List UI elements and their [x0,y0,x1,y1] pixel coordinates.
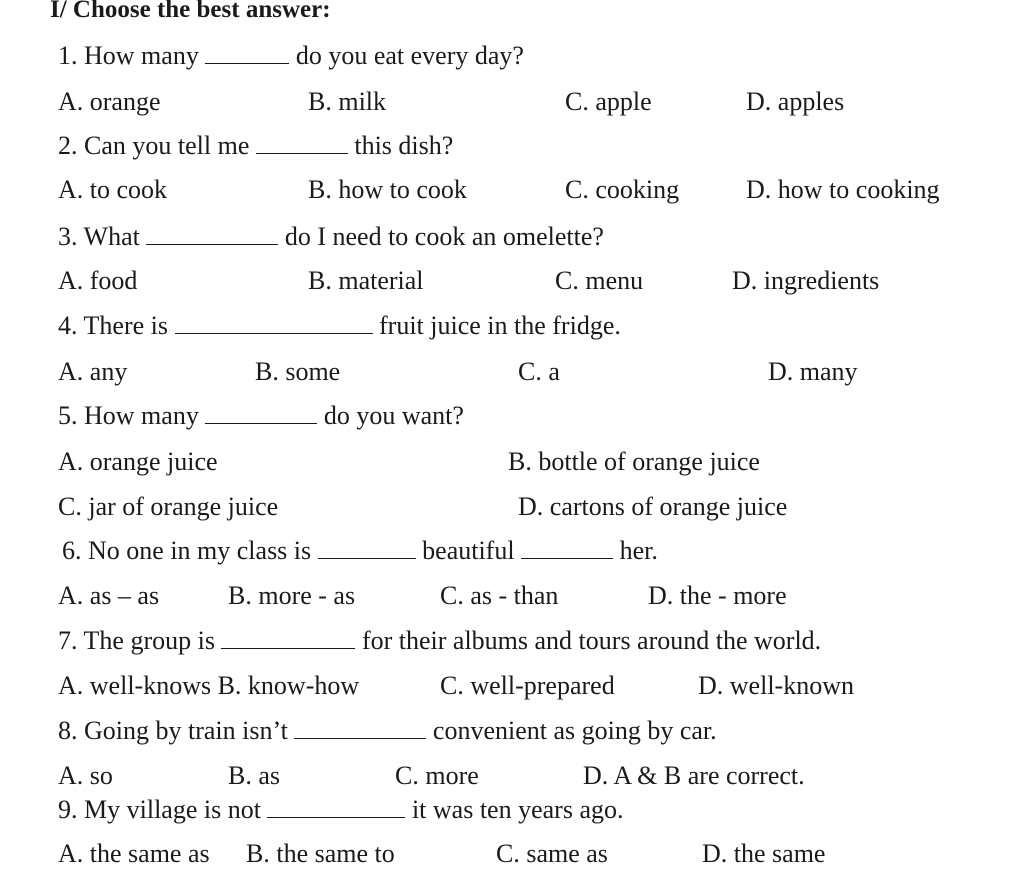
option-7-c: C. well-prepared [440,671,615,700]
option-8-b: B. as [228,761,280,790]
question-1-text-end: do you eat every day? [295,41,524,70]
question-5-text-end: do you want? [323,401,464,430]
option-4-d: D. many [768,357,858,386]
option-4-b: B. some [255,357,341,386]
answer-blank-9 [267,797,405,818]
option-5-a: A. orange juice [58,447,218,476]
option-7-d: D. well-known [698,671,854,700]
answer-blank-3 [146,224,278,245]
question-3-text-start: 3. What [58,222,140,251]
option-2-a: A. to cook [58,175,168,204]
question-1-text-start: 1. How many [58,41,199,70]
option-6-c: C. as - than [440,581,559,610]
option-9-b: B. the same to [246,839,395,868]
option-1-c: C. apple [565,87,652,116]
option-6-d: D. the - more [648,581,787,610]
option-7-a-b: A. well-knows B. know-how [58,671,360,700]
question-9-text-end: it was ten years ago. [411,795,624,824]
answer-blank-4 [175,313,373,334]
question-4-text-end: fruit juice in the fridge. [379,311,621,340]
question-3 [58,221,604,253]
option-5-d: D. cartons of orange juice [518,492,788,521]
option-3-d: D. ingredients [732,266,880,295]
answer-blank-5 [205,403,317,424]
option-2-d: D. how to cooking [746,175,940,204]
answer-blank-8 [294,718,426,739]
question-4-text-start: 4. There is [58,311,168,340]
answer-blank-6b [521,538,613,559]
question-6-text-start: 6. No one in my class is [62,536,312,565]
question-2 [58,130,453,162]
option-1-b: B. milk [308,87,387,116]
question-1 [58,40,524,72]
option-4-c: C. a [518,357,560,386]
option-9-d: D. the same [702,839,826,868]
question-6-text-middle: beautiful [422,536,515,565]
option-9-c: C. same as [496,839,608,868]
question-7-text-start: 7. The group is [58,626,215,655]
question-2-text-end: this dish? [354,131,454,160]
question-3-text-end: do I need to cook an omelette? [284,222,604,251]
option-3-b: B. material [308,266,424,295]
option-8-a: A. so [58,761,113,790]
option-6-a: A. as – as [58,581,160,610]
answer-blank-6a [318,538,416,559]
answer-blank-7 [221,628,355,649]
answer-blank-2 [256,133,348,154]
question-8-text-end: convenient as going by car. [432,716,717,745]
question-6 [62,535,658,567]
option-9-a: A. the same as [58,839,210,868]
option-4-a: A. any [58,357,128,386]
option-8-c: C. more [395,761,479,790]
answer-blank-1 [205,43,289,64]
question-7-text-end: for their albums and tours around the world. [361,626,822,655]
option-2-b: B. how to cook [308,175,467,204]
option-3-c: C. menu [555,266,644,295]
question-5 [58,400,464,432]
section-title: I/ Choose the best answer: [50,0,331,23]
question-7 [58,625,821,657]
question-2-text-start: 2. Can you tell me [58,131,250,160]
option-3-a: A. food [58,266,138,295]
question-6-text-end: her. [619,536,658,565]
question-9-text-start: 9. My village is not [58,795,261,824]
option-6-b: B. more - as [228,581,356,610]
option-1-d: D. apples [746,87,845,116]
question-5-text-start: 5. How many [58,401,199,430]
option-1-a: A. orange [58,87,161,116]
question-4 [58,310,621,342]
question-8-text-start: 8. Going by train isn’t [58,716,288,745]
question-8 [58,715,717,747]
option-5-c: C. jar of orange juice [58,492,279,521]
option-8-d: D. A & B are correct. [583,761,805,790]
option-5-b: B. bottle of orange juice [508,447,760,476]
question-9 [58,794,623,826]
option-2-c: C. cooking [565,175,680,204]
